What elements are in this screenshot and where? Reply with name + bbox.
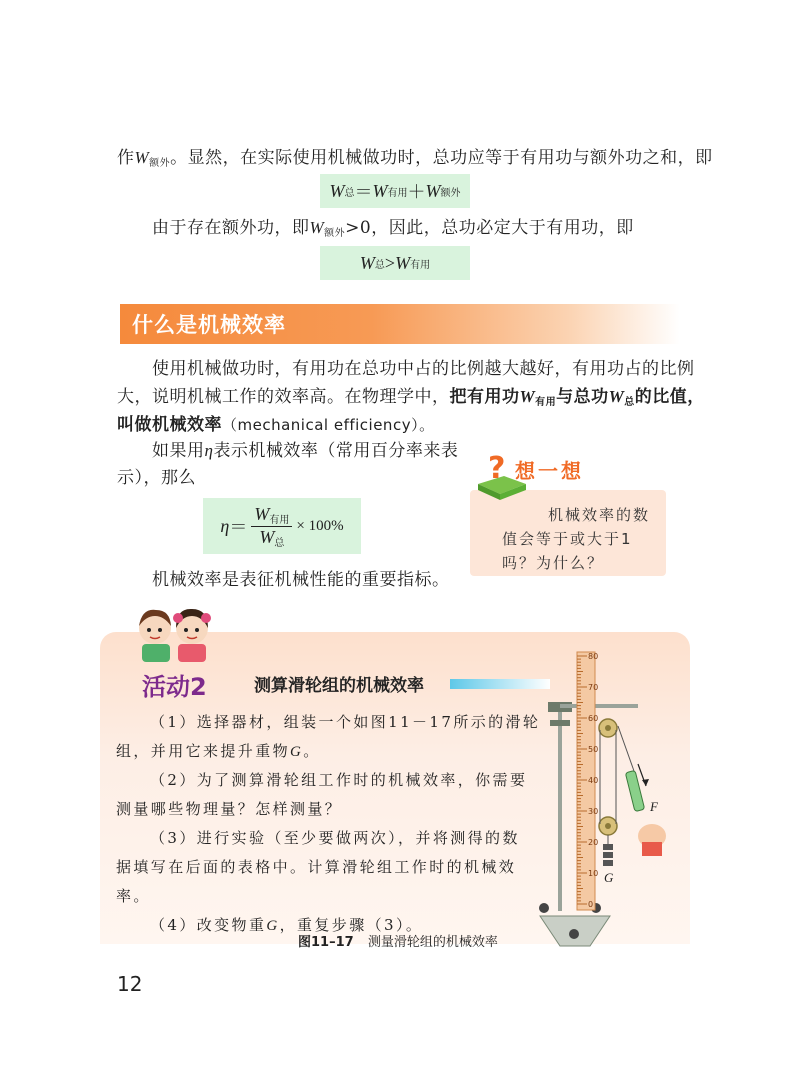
body-p2-line1: 如果用η表示机械效率（常用百分率来表 — [152, 441, 459, 461]
body-p3: 机械效率是表征机械性能的重要指标。 — [152, 570, 450, 590]
activity-step3-line3: 率。 — [116, 887, 151, 905]
figure-caption — [298, 931, 498, 950]
think-title: 想一想 — [515, 459, 584, 483]
force-label: F — [650, 799, 658, 814]
activity-step2-line1: （2）为了测算滑轮组工作时的机械效率，你需要 — [150, 771, 528, 789]
intro-line-2: 由于存在额外功，即$W_{额外}>0$，因此，总功必定大于有用功，即 — [152, 218, 634, 239]
ruler-tick-label: 40 — [588, 776, 599, 785]
think-line-2: 值会等于或大于1 — [502, 530, 633, 548]
fraction-denominator: $W_总$ — [259, 526, 285, 549]
intro-line-1: 作$W_{额外}$。显然，在实际使用机械做功时，总功应等于有用功与额外功之和，即 — [117, 148, 713, 169]
ruler-tick-label: 70 — [588, 683, 599, 692]
pulley-apparatus-figure — [530, 646, 690, 956]
svg-text:?: ? — [488, 451, 506, 486]
formula-efficiency: η ＝ $W_{有用}$ $W_总$ × 100% — [203, 498, 361, 554]
ruler-tick-label: 80 — [588, 652, 599, 661]
body-p1-line1: 使用机械做功时，有用功在总功中占的比例越大越好，有用功占的比例 — [152, 359, 695, 379]
activity-heading: 测算滑轮组的机械效率 — [254, 676, 424, 696]
activity-step3-line1: （3）进行实验（至少要做两次），并将测得的数 — [150, 829, 520, 847]
ruler-tick-label: 60 — [588, 714, 599, 723]
think-line-1: 机械效率的数 — [548, 506, 651, 524]
think-text — [502, 503, 662, 575]
fraction-numerator: $W_{有用}$ — [251, 504, 292, 527]
activity-label: 活动2 — [142, 673, 207, 701]
ruler-tick-label: 50 — [588, 745, 599, 754]
children-illustration — [130, 604, 220, 662]
activity-step3-line2: 据填写在后面的表格中。计算滑轮组工作时的机械效 — [116, 858, 517, 876]
activity-step1-line2: 组，并用它来提升重物G。 — [116, 742, 321, 760]
ruler-tick-label: 10 — [588, 869, 599, 878]
fraction — [251, 504, 292, 549]
formula-total-work: W 总 ＝ W 有用 ＋ W 额外 — [320, 174, 470, 208]
body-p2-line2: 示），那么 — [117, 468, 196, 488]
weight-label: G — [604, 870, 614, 885]
ruler-tick-label: 0 — [588, 900, 594, 909]
activity-step4: （4）改变物重G，重复步骤（3）。 — [150, 916, 424, 934]
activity-step2-line2: 测量哪些物理量？怎样测量？ — [116, 800, 343, 818]
page-number: 12 — [117, 972, 143, 996]
formula-total-greater: W 总 > W 有用 — [320, 246, 470, 280]
body-p1-line3: 叫做机械效率（mechanical efficiency）。 — [117, 415, 435, 435]
section-title: 什么是机械效率 — [132, 313, 286, 337]
figure-number: 图11–17 — [298, 935, 354, 950]
figure-caption-text: 测量滑轮组的机械效率 — [367, 935, 498, 950]
body-p1-line2: 大，说明机械工作的效率高。在物理学中，把有用功$W_{有用}$与总功$W_总$的比值， — [117, 387, 705, 408]
activity-step1-line1: （1）选择器材，组装一个如图11－17所示的滑轮 — [150, 713, 541, 731]
think-line-3: 吗？为什么？ — [502, 554, 605, 572]
ruler-tick-label: 20 — [588, 838, 599, 847]
ruler-tick-label: 30 — [588, 807, 599, 816]
